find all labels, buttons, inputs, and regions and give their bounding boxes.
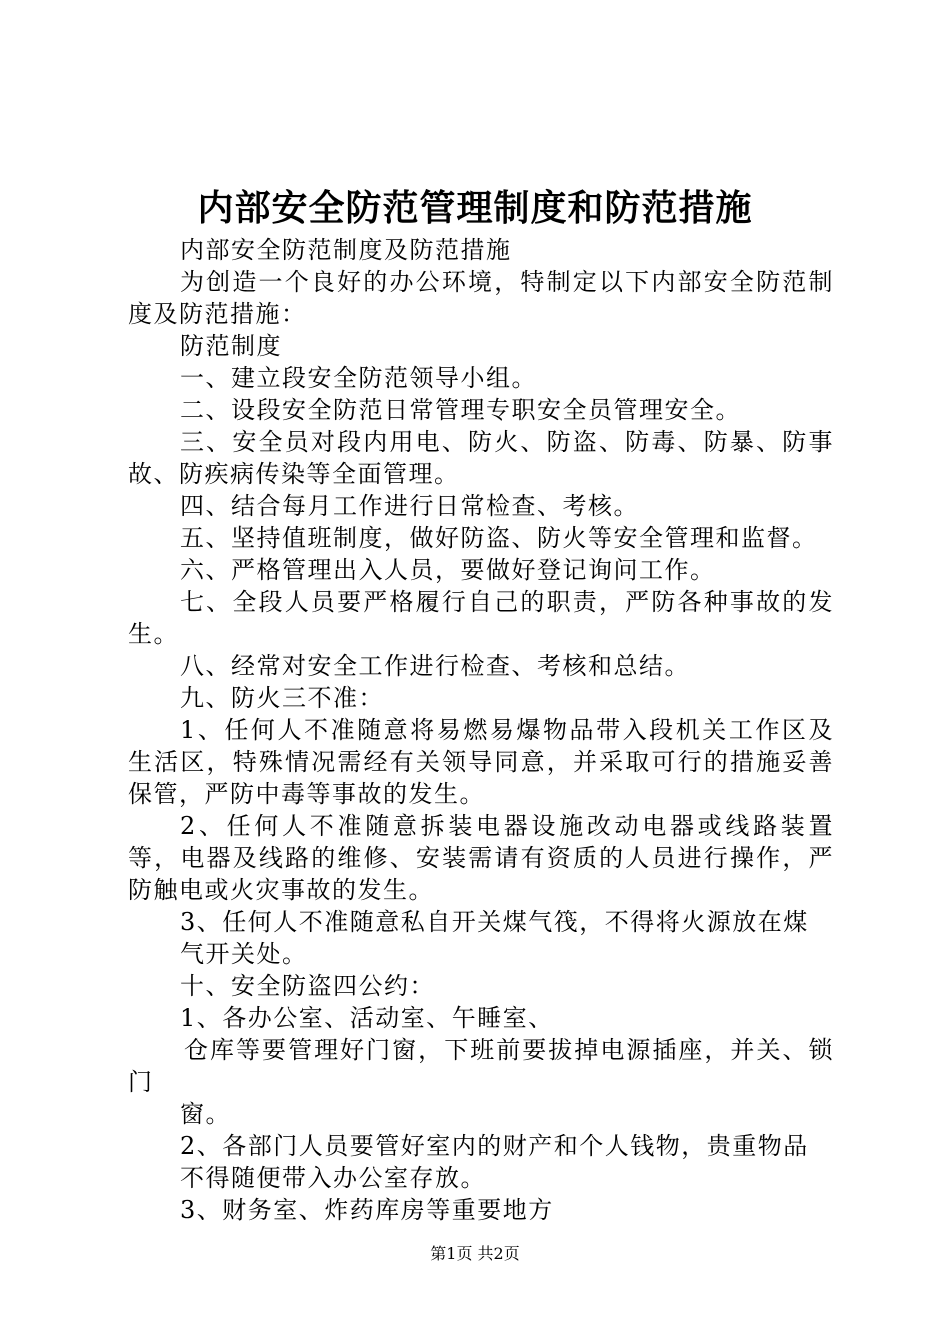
paragraph: 2、各部门人员要管好室内的财产和个人钱物，贵重物品 bbox=[180, 1132, 809, 1160]
paragraph: 五、坚持值班制度，做好防盗、防火等安全管理和监督。 bbox=[180, 524, 818, 552]
paragraph: 1、任何人不准随意将易燃易爆物品带入段机关工作区及生活区，特殊情况需经有关领导同意，并采取可行的措施妥善保管，严防中毒等事故的发生。 bbox=[128, 716, 834, 808]
paragraph: 2、任何人不准随意拆装电器设施改动电器或线路装置等，电器及线路的维修、安装需请有资质的人员进行操作，严防触电或火灾事故的发生。 bbox=[128, 812, 834, 904]
paragraph: 为创造一个良好的办公环境，特制定以下内部安全防范制度及防范措施： bbox=[128, 268, 834, 328]
paragraph: 一、建立段安全防范领导小组。 bbox=[180, 364, 537, 392]
paragraph: 不得随便带入办公室存放。 bbox=[180, 1164, 486, 1192]
paragraph: 1、各办公室、活动室、午睡室、 bbox=[180, 1004, 554, 1032]
document-title: 内部安全防范管理制度和防范措施 bbox=[197, 187, 753, 229]
paragraph: 3、财务室、炸药库房等重要地方 bbox=[180, 1196, 554, 1224]
document-body bbox=[128, 234, 834, 1226]
page-footer: 第1页 共2页 bbox=[430, 1244, 520, 1263]
paragraph: 十、安全防盗四公约： bbox=[180, 972, 435, 1000]
paragraph: 防范制度 bbox=[180, 332, 282, 360]
paragraph: 内部安全防范制度及防范措施 bbox=[180, 236, 512, 264]
paragraph: 七、全段人员要严格履行自己的职责，严防各种事故的发生。 bbox=[128, 588, 834, 648]
paragraph: 三、安全员对段内用电、防火、防盗、防毒、防暴、防事故、防疾病传染等全面管理。 bbox=[128, 428, 834, 488]
paragraph: 3、任何人不准随意私自开关煤气筏，不得将火源放在煤 bbox=[180, 908, 809, 936]
paragraph: 八、经常对安全工作进行检查、考核和总结。 bbox=[180, 652, 690, 680]
paragraph: 窗。 bbox=[180, 1100, 231, 1128]
paragraph: 气开关处。 bbox=[180, 940, 308, 968]
paragraph: 九、防火三不准： bbox=[180, 684, 384, 712]
paragraph: 六、严格管理出入人员，要做好登记询问工作。 bbox=[180, 556, 716, 584]
paragraph: 四、结合每月工作进行日常检查、考核。 bbox=[180, 492, 639, 520]
paragraph: 仓库等要管理好门窗，下班前要拔掉电源插座，并关、锁门 bbox=[128, 1036, 834, 1096]
paragraph: 二、设段安全防范日常管理专职安全员管理安全。 bbox=[180, 396, 741, 424]
